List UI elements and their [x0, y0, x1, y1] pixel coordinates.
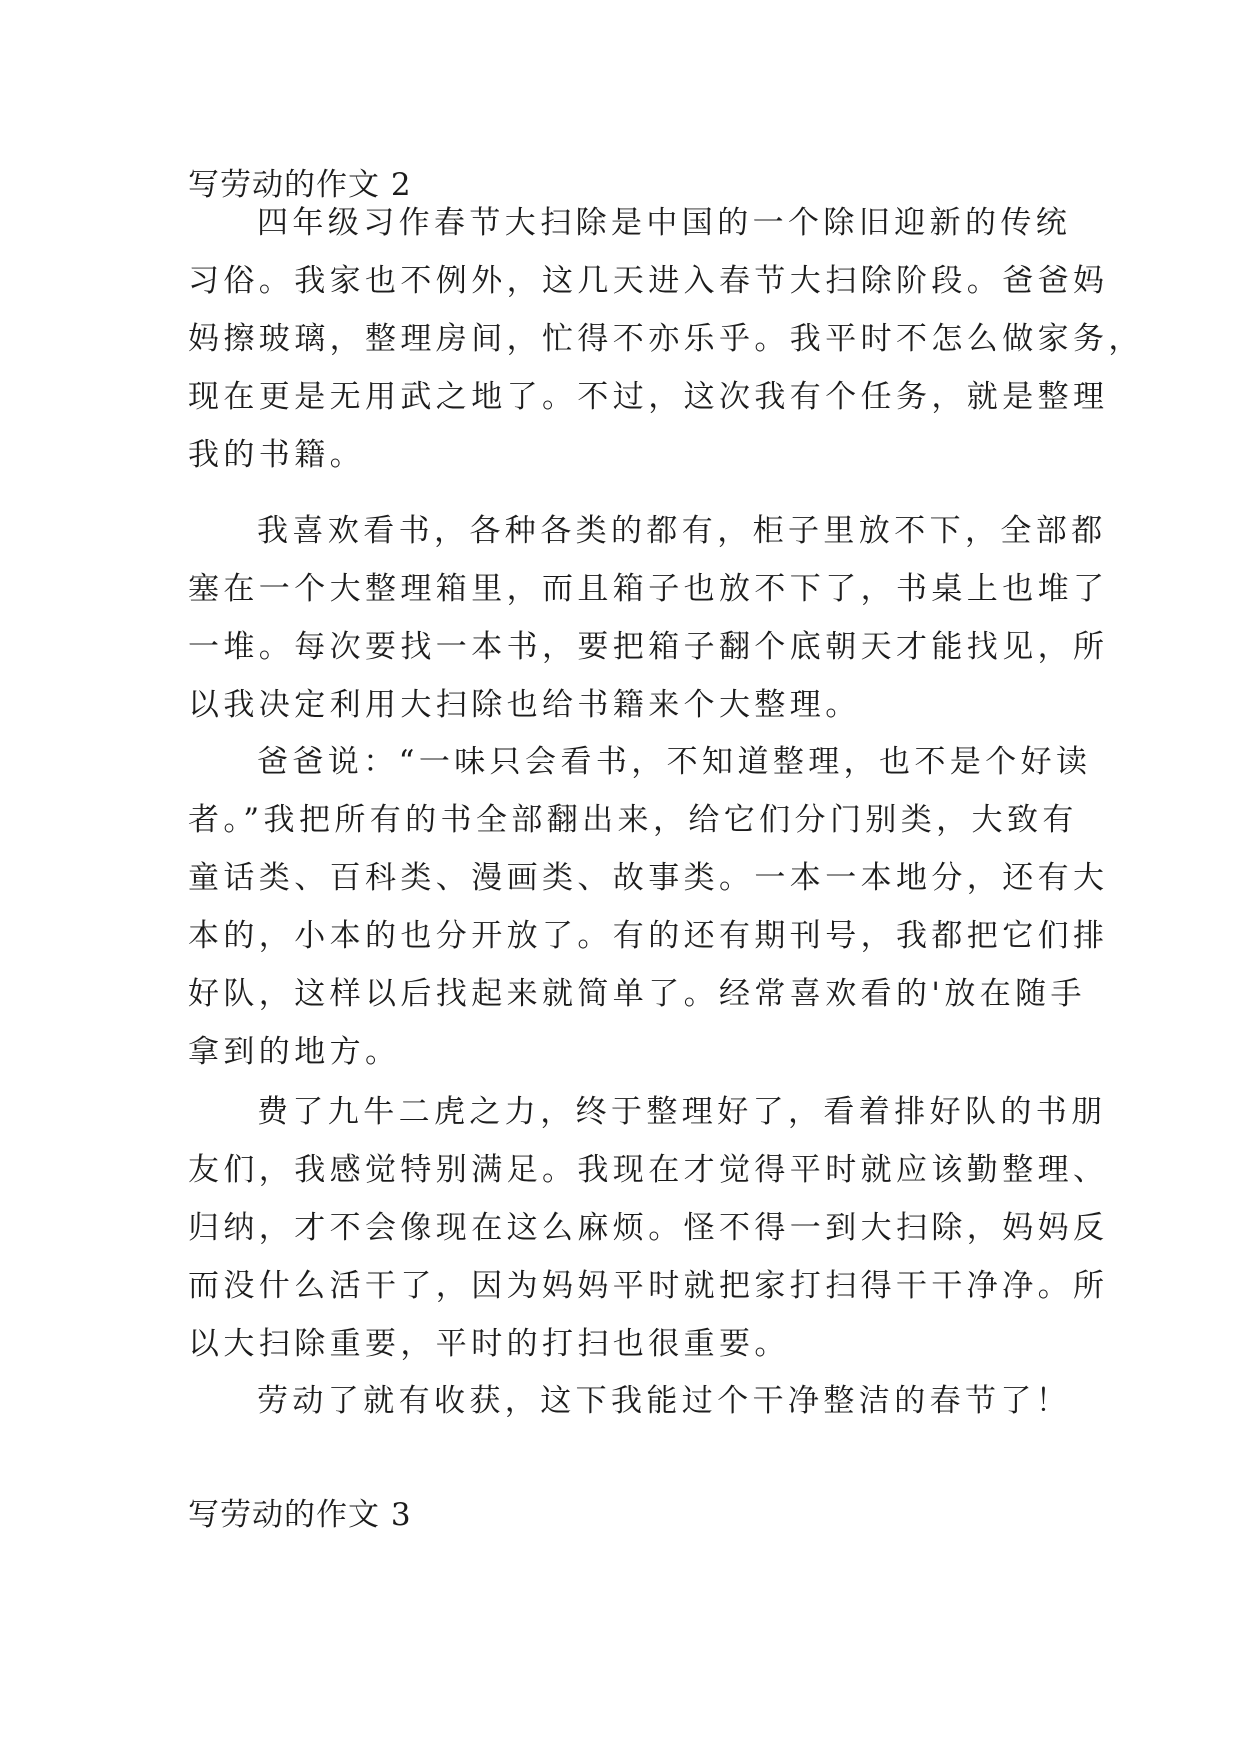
section-heading: 写劳动的作文 2 — [188, 167, 412, 203]
paragraph-line: 好队，这样以后找起来就简单了。经常喜欢看的'放在随手 — [188, 976, 1086, 1012]
paragraph — [188, 502, 1108, 734]
paragraph-line: 者。”我把所有的书全部翻出来，给它们分门别类，大致有 — [188, 802, 1078, 838]
paragraph-line: 归纳，才不会像现在这么麻烦。怪不得一到大扫除，妈妈反 — [188, 1210, 1109, 1246]
paragraph-line: 一堆。每次要找一本书，要把箱子翻个底朝天才能找见，所 — [188, 629, 1109, 665]
paragraph-line: 我喜欢看书，各种各类的都有，柜子里放不下，全部都 — [257, 513, 1107, 549]
paragraph-line: 童话类、百科类、漫画类、故事类。一本一本地分，还有大 — [188, 860, 1109, 896]
paragraph — [188, 194, 1144, 484]
paragraph-line: 妈擦玻璃，整理房间，忙得不亦乐乎。我平时不怎么做家务， — [188, 321, 1144, 357]
paragraph-line: 我的书籍。 — [188, 437, 365, 473]
paragraph-line: 爸爸说：“一味只会看书，不知道整理，也不是个好读 — [257, 744, 1092, 780]
paragraph — [188, 1372, 1071, 1430]
paragraph-line: 而没什么活干了，因为妈妈平时就把家打扫得干干净净。所 — [188, 1268, 1109, 1304]
paragraph-line: 四年级习作春节大扫除是中国的一个除旧迎新的传统 — [257, 205, 1072, 241]
paragraph-line: 费了九牛二虎之力，终于整理好了，看着排好队的书朋 — [257, 1094, 1107, 1130]
paragraph — [188, 733, 1108, 1081]
paragraph-line: 以我决定利用大扫除也给书籍来个大整理。 — [188, 687, 861, 723]
paragraph-line: 习俗。我家也不例外，这几天进入春节大扫除阶段。爸爸妈 — [188, 263, 1109, 299]
paragraph-line: 以大扫除重要，平时的打扫也很重要。 — [188, 1326, 790, 1362]
paragraph-line: 现在更是无用武之地了。不过，这次我有个任务，就是整理 — [188, 379, 1109, 415]
paragraph-line: 本的，小本的也分开放了。有的还有期刊号，我都把它们排 — [188, 918, 1109, 954]
section-heading: 写劳动的作文 3 — [188, 1497, 412, 1533]
paragraph-line: 友们，我感觉特别满足。我现在才觉得平时就应该勤整理、 — [188, 1152, 1109, 1188]
paragraph-line: 劳动了就有收获，这下我能过个干净整洁的春节了！ — [257, 1383, 1072, 1419]
paragraph — [188, 1083, 1108, 1373]
paragraph-line: 塞在一个大整理箱里，而且箱子也放不下了，书桌上也堆了 — [188, 571, 1109, 607]
paragraph-line: 拿到的地方。 — [188, 1034, 401, 1070]
